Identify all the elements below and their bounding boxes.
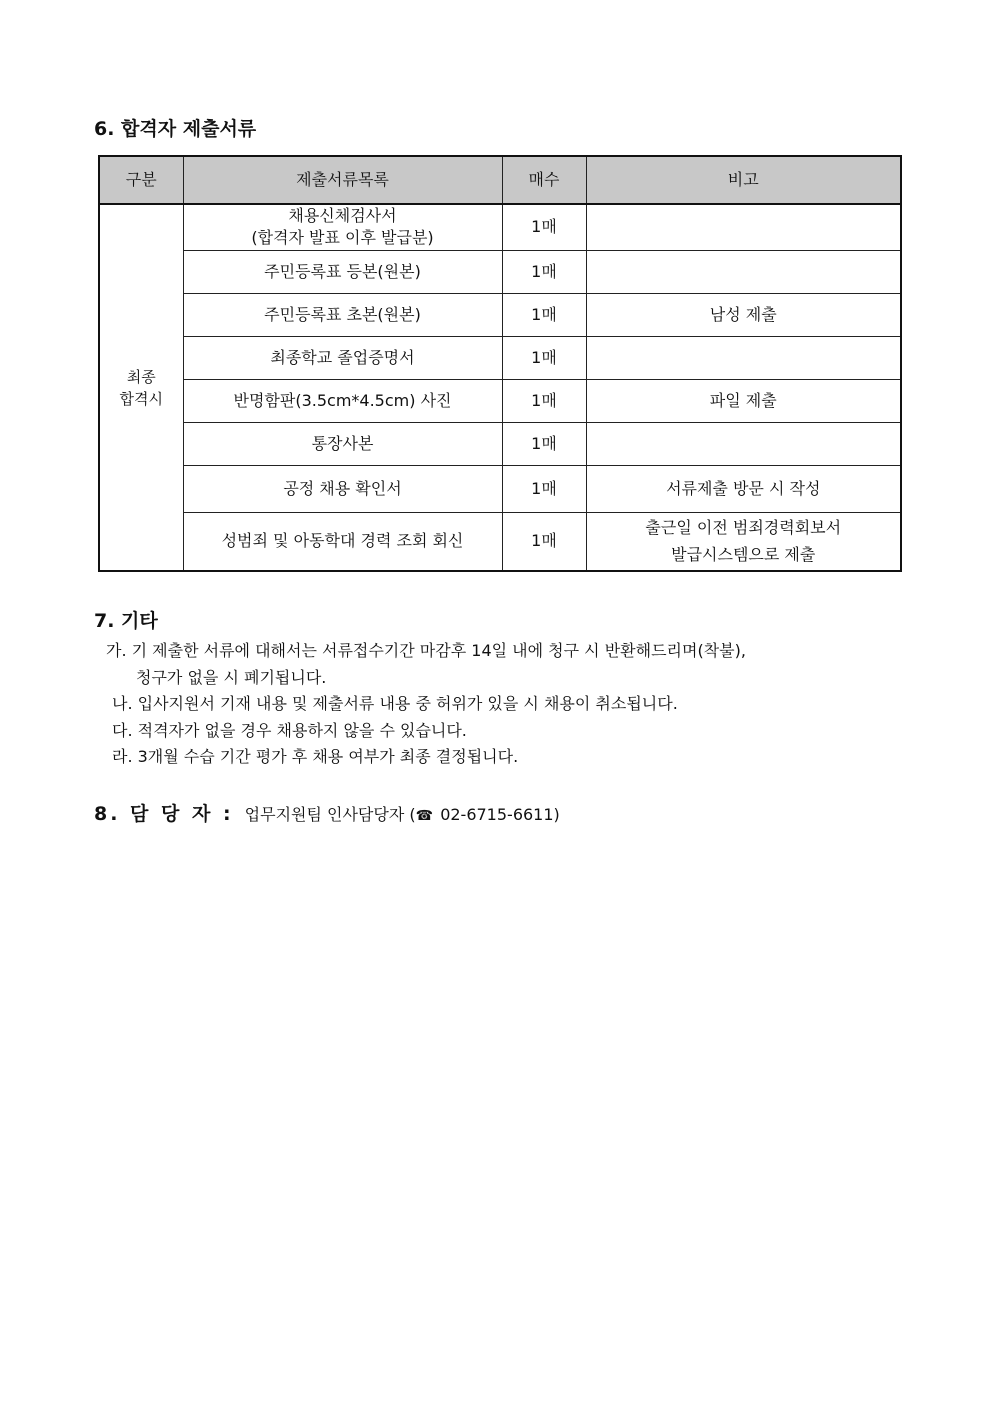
category-cell — [99, 204, 183, 571]
doc-cell — [183, 512, 502, 571]
doc-line: 통장사본 — [311, 433, 374, 453]
note-line: 발급시스템으로 제출 — [671, 545, 816, 565]
doc-line: 최종학교 졸업증명서 — [270, 347, 415, 367]
notes-list — [106, 638, 746, 771]
doc-cell — [183, 293, 502, 336]
documents-table — [98, 155, 902, 572]
note-cell — [586, 293, 901, 336]
section-8-label: 8. 담 당 자 : — [94, 803, 234, 825]
header-count: 매수 — [502, 156, 586, 204]
count-cell: 1매 — [502, 379, 586, 422]
note-line: 파일 제출 — [709, 390, 777, 410]
note-cell — [586, 336, 901, 379]
count-cell: 1매 — [502, 422, 586, 465]
note-item: 가. 기 제출한 서류에 대해서는 서류접수기간 마감후 14일 내에 청구 시 반환해드리며(착불), — [106, 641, 746, 660]
note-cell — [586, 512, 901, 571]
note-cell — [586, 422, 901, 465]
note-cell — [586, 465, 901, 512]
category-line: 최종 — [126, 367, 156, 386]
contact-line — [94, 799, 560, 826]
doc-line: 성범죄 및 아동학대 경력 조회 회신 — [221, 531, 464, 551]
header-category: 구분 — [99, 156, 183, 204]
doc-line: (합격자 발표 이후 발급분) — [251, 228, 434, 248]
contact-prefix: 업무지원팀 인사담당자 ( — [244, 805, 416, 824]
count-cell: 1매 — [502, 250, 586, 293]
note-line: 출근일 이전 범죄경력회보서 — [645, 518, 842, 538]
header-documents: 제출서류목록 — [183, 156, 502, 204]
table-row — [99, 336, 901, 379]
section-7-title: 7. 기타 — [94, 610, 158, 632]
doc-line: 주민등록표 등본(원본) — [264, 261, 421, 281]
table-row — [99, 293, 901, 336]
count-cell: 1매 — [502, 336, 586, 379]
note-item: 나. 입사지원서 기재 내용 및 제출서류 내용 중 허위가 있을 시 채용이 취소됩니다. — [112, 694, 678, 713]
doc-cell — [183, 465, 502, 512]
note-cell — [586, 250, 901, 293]
note-item-continued: 청구가 없을 시 폐기됩니다. — [136, 667, 327, 687]
table-header-row — [99, 156, 901, 204]
doc-line: 공정 채용 확인서 — [283, 478, 402, 498]
doc-cell — [183, 250, 502, 293]
table-row — [99, 379, 901, 422]
table-row — [99, 422, 901, 465]
count-cell: 1매 — [502, 204, 586, 250]
section-6-title: 6. 합격자 제출서류 — [94, 118, 257, 140]
doc-cell — [183, 422, 502, 465]
count-cell: 1매 — [502, 465, 586, 512]
count-cell: 1매 — [502, 293, 586, 336]
doc-line: 주민등록표 초본(원본) — [264, 304, 421, 324]
table-row — [99, 204, 901, 250]
doc-line: 채용신체검사서 — [288, 206, 397, 226]
table-row — [99, 465, 901, 512]
table-row — [99, 250, 901, 293]
doc-cell — [183, 204, 502, 250]
count-cell: 1매 — [502, 512, 586, 571]
note-cell — [586, 379, 901, 422]
doc-cell — [183, 336, 502, 379]
note-line: 남성 제출 — [709, 304, 777, 324]
contact-phone: 02-6715-6611) — [440, 805, 560, 824]
header-note: 비고 — [586, 156, 901, 204]
table-row — [99, 512, 901, 571]
doc-line: 반명함판(3.5cm*4.5cm) 사진 — [233, 390, 452, 410]
category-line: 합격시 — [119, 389, 163, 408]
note-line: 서류제출 방문 시 작성 — [666, 478, 821, 498]
doc-cell — [183, 379, 502, 422]
telephone-icon: ☎ — [415, 808, 434, 824]
note-cell — [586, 204, 901, 250]
note-item: 라. 3개월 수습 기간 평가 후 채용 여부가 최종 결정됩니다. — [112, 747, 519, 766]
note-item: 다. 적격자가 없을 경우 채용하지 않을 수 있습니다. — [112, 720, 467, 740]
